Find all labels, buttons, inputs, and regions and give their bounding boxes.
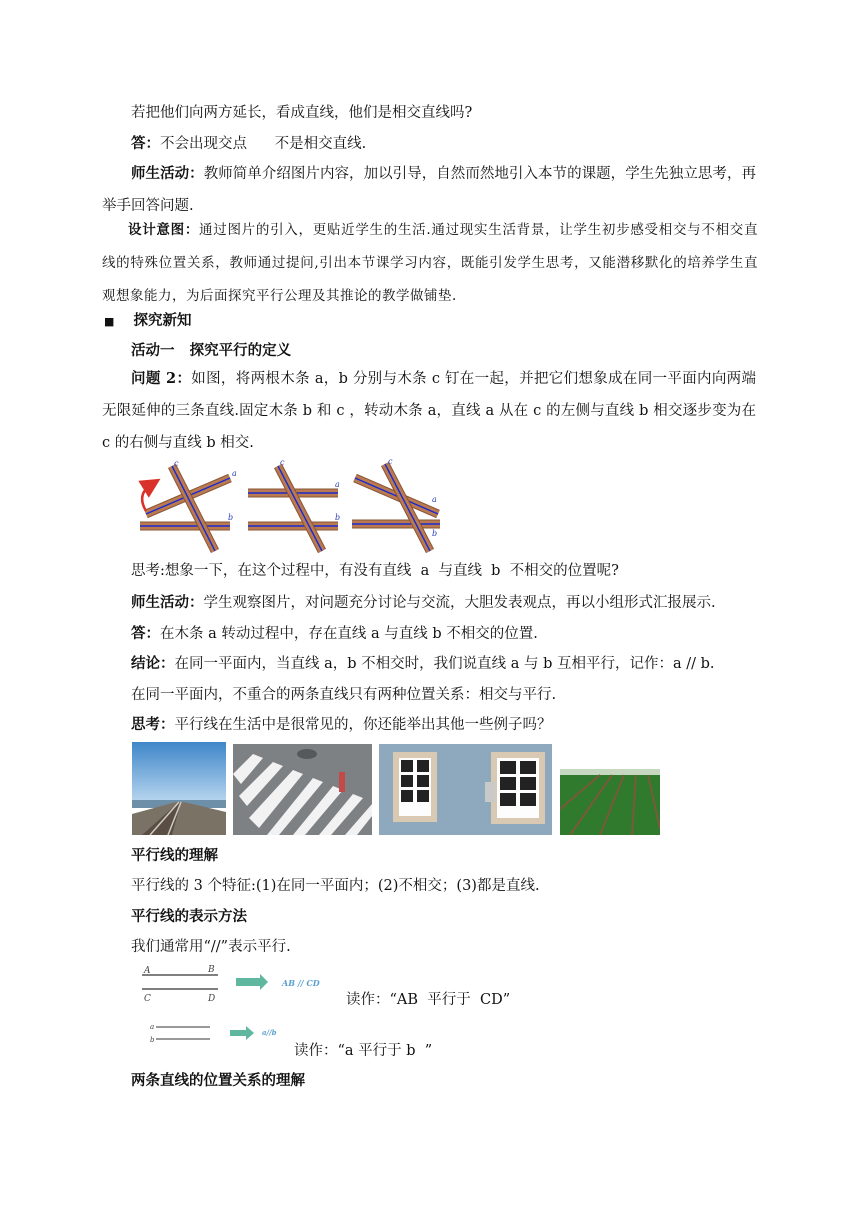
panel-1 xyxy=(140,459,237,551)
label-b: b xyxy=(432,529,438,538)
answer-1 xyxy=(131,134,366,154)
relation-heading: 两条直线的位置关系的理解 xyxy=(131,1072,305,1089)
rotation-arrow-icon xyxy=(142,484,152,511)
label-a: a xyxy=(335,480,340,489)
label-b: b xyxy=(150,1036,155,1044)
answer-text: 在木条 a 转动过程中，存在直线 a 与直线 b 不相交的位置. xyxy=(160,626,538,642)
label-C: C xyxy=(144,994,151,1004)
conclusion-2: 在同一平面内，不重合的两条直线只有两种位置关系：相交与平行. xyxy=(131,687,557,703)
teacher-activity-1 xyxy=(102,158,756,222)
railway-photo xyxy=(132,742,226,835)
label-A: A xyxy=(144,966,151,976)
teacher-activity-2 xyxy=(131,593,716,613)
think-text: 平行线在生活中是很常见的，你还能举出其他一些例子吗？ xyxy=(174,717,552,733)
activity-label: 师生活动： xyxy=(131,165,204,182)
a-b-diagram xyxy=(148,1018,298,1050)
design-intent xyxy=(102,214,758,313)
read-ab-cd: 读作：“AB 平行于 CD” xyxy=(346,992,511,1008)
conclusion xyxy=(131,654,715,674)
label-b: b xyxy=(335,513,341,522)
crosswalk-photo xyxy=(233,744,372,835)
answer-label: 答： xyxy=(131,135,160,152)
question-2-text: 如图，将两根木条 a，b 分别与木条 c 钉在一起，并把它们想象成在同一平面内向两端无限延伸的三条直线.固定木条 b 和 c ，转动木条 a，直线 a 从在 c 的左侧与直线 b 相交逐步变为在 c 的右侧与直线 b 相交. xyxy=(102,371,757,451)
activity-text: 学生观察图片，对问题充分讨论与交流，大胆发表观点，再以小组形式汇报展示. xyxy=(203,595,716,611)
conclusion-text: 在同一平面内，当直线 a，b 不相交时，我们说直线 a 与 b 互相平行，记作：a // b. xyxy=(174,656,715,672)
arrow-right-icon xyxy=(236,974,268,990)
arrow-right-icon xyxy=(230,1026,254,1040)
label-a: a xyxy=(432,495,437,504)
rotating-sticks-diagram xyxy=(130,456,450,556)
label-a: a xyxy=(232,469,237,478)
answer-label: 答： xyxy=(131,625,160,642)
design-text: 通过图片的引入，更贴近学生的生活.通过现实生活背景，让学生初步感受相交与不相交直线的特殊位置关系，教师通过提问,引出本节课学习内容，既能引发学生思考，又能潜移默化的培养学生直观想象能力，为后面探究平行公理及其推论的教学做铺垫. xyxy=(102,222,758,304)
ab-cd-diagram xyxy=(138,963,338,1008)
label-c: c xyxy=(388,457,393,466)
label-b: b xyxy=(228,513,234,522)
label-B: B xyxy=(208,965,215,975)
activity-text: 教师简单介绍图片内容，加以引导，自然而然地引入本节的课题，学生先独立思考，再举手回答问题. xyxy=(102,166,757,214)
think-1: 思考:想象一下，在这个过程中，有没有直线 a 与直线 b 不相交的位置呢? xyxy=(131,563,619,579)
question-1: 若把他们向两方延长，看成直线，他们是相交直线吗? xyxy=(131,105,473,121)
label-c: c xyxy=(174,459,179,468)
think-2 xyxy=(131,715,552,735)
design-label: 设计意图： xyxy=(128,222,200,238)
question-2 xyxy=(102,363,756,459)
windows-photo xyxy=(379,744,552,835)
activity-label: 师生活动： xyxy=(131,594,204,611)
notation-heading: 平行线的表示方法 xyxy=(131,908,247,925)
panel-3 xyxy=(352,457,440,551)
answer-text: 不会出现交点 不是相交直线. xyxy=(160,136,367,152)
question-2-label: 问题 2： xyxy=(131,370,192,387)
features-text: 平行线的 3 个特征:(1)在同一平面内；(2)不相交；(3)都是直线. xyxy=(131,878,540,894)
label-c: c xyxy=(280,458,285,467)
a-parallel-b-label: a//b xyxy=(262,1028,277,1037)
ab-parallel-cd-label: AB // CD xyxy=(282,978,320,988)
label-a: a xyxy=(150,1023,155,1031)
section-title: 探究新知 xyxy=(133,312,192,329)
panel-2 xyxy=(248,458,340,551)
think-label: 思考： xyxy=(131,716,175,733)
notation-text: 我们通常用“//”表示平行. xyxy=(131,939,291,955)
read-a-b: 读作：“a 平行于 b ” xyxy=(294,1043,433,1059)
understanding-heading: 平行线的理解 xyxy=(131,847,218,864)
field-photo xyxy=(560,769,660,835)
activity-title: 活动一 探究平行的定义 xyxy=(131,342,292,359)
answer-2 xyxy=(131,624,538,644)
conclusion-label: 结论： xyxy=(131,655,175,672)
label-D: D xyxy=(208,994,216,1004)
section-heading xyxy=(104,311,191,332)
bullet-icon: ■ xyxy=(104,315,115,328)
